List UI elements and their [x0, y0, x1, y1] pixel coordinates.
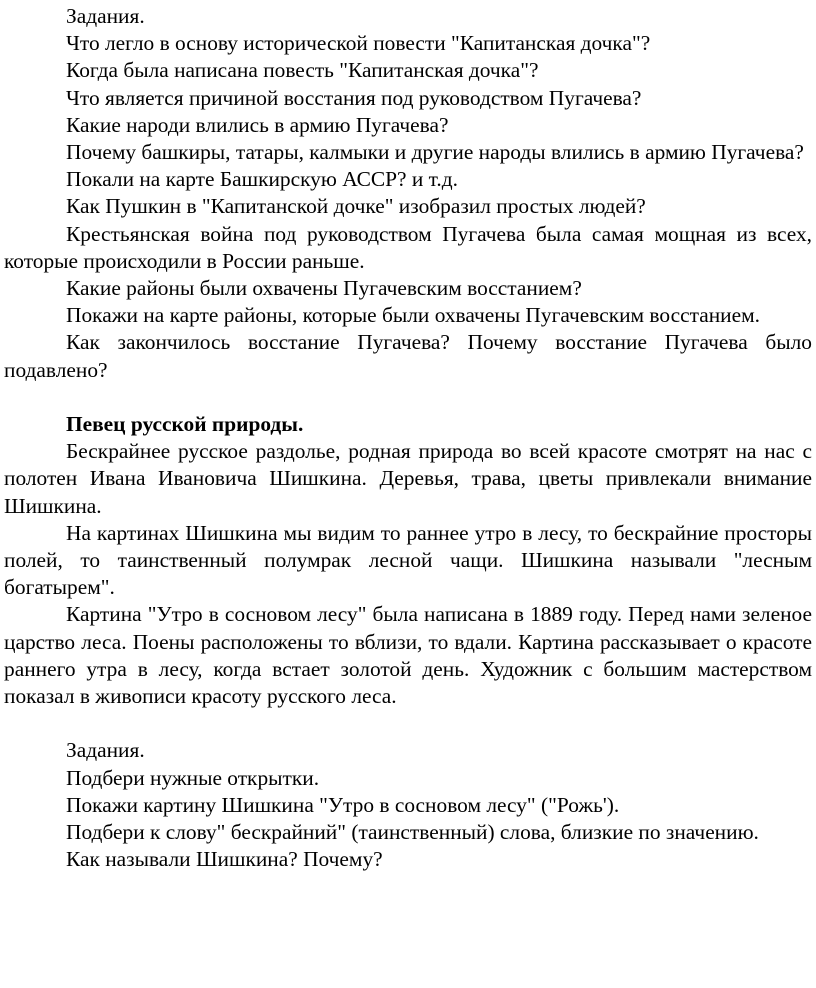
- article-paragraph: Картина "Утро в сосновом лесу" была написана в 1889 году. Перед нами зеленое царство леса. Поены расположены то вблизи, то вдали. Картина рассказывает о красоте раннего утра в лесу, когда встает золотой день. Художник с большим мастерством показал в живописи красоту русского леса.: [4, 602, 812, 709]
- spacer: [4, 384, 812, 411]
- task-item: Что легло в основу исторической повести "Капитанская дочка"?: [66, 31, 651, 56]
- task-item: Какие народи влились в армию Пугачева?: [66, 112, 449, 137]
- task-item: Почему башкиры, татары, калмыки и другие народы влились в армию Пугачева?: [66, 140, 804, 165]
- task-item: Покали на карте Башкирскую АССР? и т.д.: [66, 167, 458, 192]
- task-item: Как называли Шишкина? Почему?: [66, 847, 383, 872]
- task-item: Как закончилось восстание Пугачева? Почему восстание Пугачева было подавлено?: [4, 330, 812, 382]
- tasks-title: Задания.: [66, 4, 145, 28]
- article-paragraph: На картинах Шишкина мы видим то раннее утро в лесу, то бескрайние просторы полей, то таинственный полумрак лесной чащи. Шишкина называли "лесным богатырем".: [4, 520, 812, 600]
- task-item: Покажи картину Шишкина "Утро в сосновом лесу" ("Рожь').: [66, 792, 620, 817]
- task-item: Что является причиной восстания под руководством Пугачева?: [66, 85, 642, 110]
- task-item: Какие районы были охвачены Пугачевским восстанием?: [66, 276, 582, 301]
- article-paragraph: Бескрайнее русское раздолье, родная природа во всей красоте смотрят на нас с полотен Ивана Ивановича Шишкина. Деревья, трава, цветы привлекали внимание Шишкина.: [4, 439, 812, 518]
- task-item: Подбери нужные открытки.: [66, 765, 320, 790]
- task-item: Когда была написана повесть "Капитанская дочка"?: [66, 58, 539, 83]
- task-item: Покажи на карте районы, которые были охвачены Пугачевским восстанием.: [66, 303, 760, 328]
- article-title: Певец русской природы.: [66, 412, 304, 437]
- task-item: Как Пушкин в "Капитанской дочке" изобразил простых людей?: [66, 194, 646, 219]
- task-item: Крестьянская война под руководством Пугачева была самая мощная из всех, которые происходили в России раньше.: [4, 221, 812, 273]
- tasks-title: Задания.: [66, 738, 145, 763]
- task-item: Подбери к слову" бескрайний" (таинственный) слова, близкие по значению.: [66, 820, 759, 845]
- spacer: [4, 710, 812, 737]
